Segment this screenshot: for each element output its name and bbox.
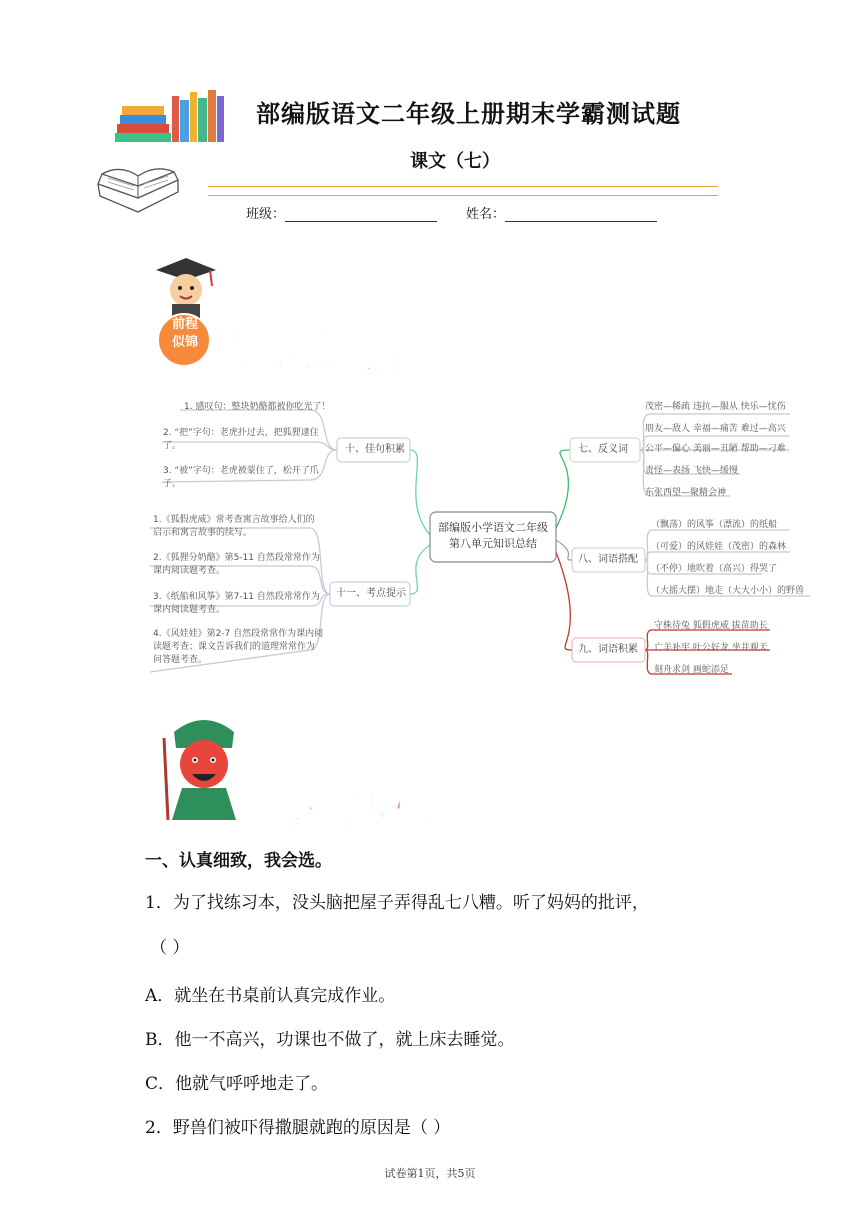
mindmap-center-line-2: 第八单元知识总结 xyxy=(449,537,537,550)
class-blank[interactable] xyxy=(285,207,437,222)
name-label: 姓名： xyxy=(466,207,506,222)
branch-7-label: 七、反义词 xyxy=(578,444,628,455)
section-heading: 一、认真细致，我会选。 xyxy=(145,851,332,871)
open-book-icon xyxy=(94,162,182,220)
b7-item-3: 公平—偏心 美丽—丑陋 帮助—刁难 xyxy=(645,444,786,454)
b10-item-2-line-1: 2. “把”字句：老虎扑过去，把狐狸逮住 xyxy=(163,428,319,438)
option-a[interactable]: A．就坐在书桌前认真完成作业。 xyxy=(145,986,396,1006)
badge-line-2: 似锦 xyxy=(171,335,198,350)
b7-item-1: 茂密—稀疏 违抗—服从 快乐—忧伤 xyxy=(645,402,786,412)
badge-text xyxy=(163,316,207,352)
b10-item-1: 1. 感叹句：整块奶酪都被你吃光了！ xyxy=(184,402,331,412)
b8-item-1: （飘荡）的风筝（漂流）的纸船 xyxy=(651,520,778,530)
b9-item-1: 守株待兔 狐假虎威 拔苗助长 xyxy=(654,621,768,631)
b11-item-2 xyxy=(153,552,320,578)
b11-item-3 xyxy=(153,591,320,617)
divider-top xyxy=(208,186,718,187)
branch-11-label: 十一、考点提示 xyxy=(336,588,406,599)
basics-banner-mascot xyxy=(152,708,257,826)
b10-item-3-line-1: 3. “被”字句：老虎被蒙住了，松开了爪 xyxy=(163,466,319,476)
b11-item-4-line-2: 读题考查；课文告诉我们的道理常常作为 xyxy=(153,642,316,652)
branch-10-label: 十、佳句积累 xyxy=(345,444,405,455)
class-field[interactable] xyxy=(246,203,437,222)
badge-line-1: 前程 xyxy=(171,317,198,332)
page-title: 部编版语文二年级上册期末学霸测试题 xyxy=(256,99,681,128)
b11-item-4 xyxy=(153,628,323,667)
books-illustration xyxy=(112,88,227,144)
b11-item-1-line-2: 启示和寓言故事的续写。 xyxy=(153,528,253,538)
b11-item-1 xyxy=(153,514,315,540)
b9-item-3: 刻舟求剑 画蛇添足 xyxy=(654,665,729,675)
divider-bottom xyxy=(208,195,718,196)
question-1: 1．为了找练习本，没头脑把屋子弄得乱七八糟。听了妈妈的批评， xyxy=(145,893,649,913)
page-footer: 试卷第1页，共5页 xyxy=(384,1167,476,1180)
name-blank[interactable] xyxy=(505,207,657,222)
b8-item-3: （不停）地吹着（高兴）得哭了 xyxy=(651,564,778,574)
name-field[interactable] xyxy=(466,203,657,222)
b10-item-3 xyxy=(163,465,319,491)
option-b[interactable]: B．他一不高兴，功课也不做了，就上床去睡觉。 xyxy=(145,1030,515,1050)
b11-item-1-line-1: 1.《狐假虎威》常考查寓言故事给人们的 xyxy=(153,515,315,525)
b11-item-2-line-2: 课内阅读题考查。 xyxy=(153,566,226,576)
branch-9-label: 九、词语积累 xyxy=(578,644,638,655)
page-subtitle: 课文（七） xyxy=(410,151,500,172)
mindmap-center-line-1: 部编版小学语文二年级 xyxy=(438,521,548,534)
b11-item-3-line-2: 课内阅读题考查。 xyxy=(153,605,226,615)
b7-item-2: 朋友—敌人 幸福—痛苦 难过—高兴 xyxy=(645,424,786,434)
basics-banner-title: 基础达标 xyxy=(262,788,434,834)
b11-item-4-line-1: 4.《风娃娃》第2-7 自然段常常作为课内阅 xyxy=(153,629,324,639)
b11-item-4-line-3: 问答题考查。 xyxy=(153,655,208,665)
knowledge-banner-mascot xyxy=(140,252,230,370)
question-1-answer-blank[interactable]: （ ） xyxy=(150,938,190,958)
b11-item-3-line-1: 3.《纸船和风筝》第7-11 自然段常常作为 xyxy=(153,592,320,602)
question-2: 2．野兽们被吓得撒腿就跑的原因是（ ） xyxy=(145,1118,451,1138)
b10-item-3-line-2: 子。 xyxy=(163,479,182,489)
b11-item-2-line-1: 2.《狐狸分奶酪》第5-11 自然段常常作为 xyxy=(153,553,320,563)
b7-item-4: 责怪—表扬 飞快—缓慢 xyxy=(645,466,738,476)
b8-item-4: （大摇大摆）地走（大大小小）的野兽 xyxy=(651,586,805,596)
knowledge-banner-title: 知识链接 xyxy=(229,331,405,377)
branch-8-label: 八、词语搭配 xyxy=(578,554,638,565)
class-label: 班级： xyxy=(246,207,286,222)
b9-item-2: 亡羊补牢 叶公好龙 坐井观天 xyxy=(654,643,768,653)
b10-item-2 xyxy=(163,427,319,453)
b10-item-2-line-2: 了。 xyxy=(163,441,182,451)
mindmap-center xyxy=(432,520,554,552)
b8-item-2: （可爱）的风娃娃（茂密）的森林 xyxy=(651,542,787,552)
option-c[interactable]: C．他就气呼呼地走了。 xyxy=(145,1074,329,1094)
b7-item-5: 东张西望—聚精会神 xyxy=(645,488,727,498)
